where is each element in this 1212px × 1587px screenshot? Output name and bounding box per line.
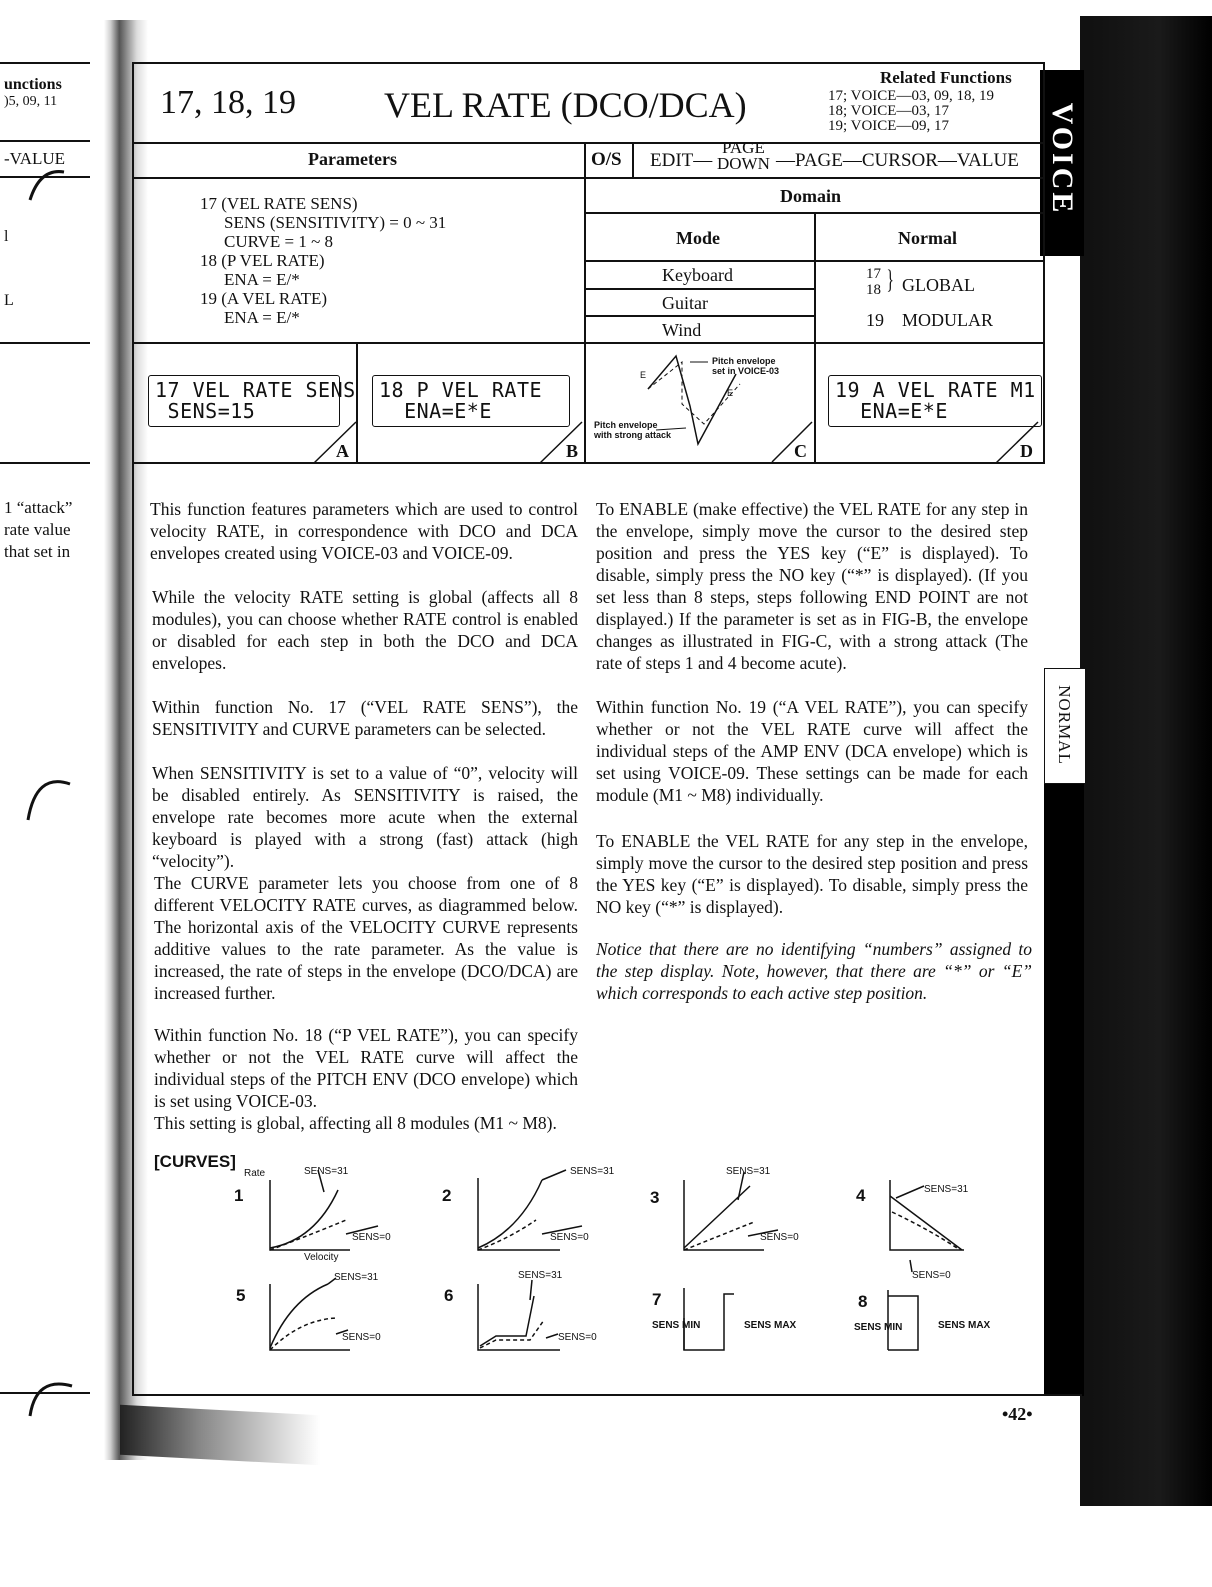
param-18-title: 18 (P VEL RATE) bbox=[200, 251, 325, 270]
frame-right bbox=[1043, 62, 1045, 464]
curve4-sens0: SENS=0 bbox=[912, 1270, 951, 1281]
curve4-sens31: SENS=31 bbox=[924, 1184, 969, 1195]
body-left-p5: The CURVE parameter lets you choose from one of 8 different VELOCITY RATE curves, as diagrammed below. The horizontal axis of the VELOCITY CURVE represents additive values to the rate parameter. As the value is increased, the rate of steps in the envelope (DCO/DCA) are increased further. bbox=[154, 873, 578, 1003]
fig-d-letter: D bbox=[1020, 441, 1033, 461]
right-binder-edge bbox=[1080, 16, 1212, 1506]
related-functions-list bbox=[828, 89, 994, 134]
curve-number: 4 bbox=[856, 1186, 866, 1205]
normal-tab bbox=[1044, 668, 1086, 784]
body-right-p2: Within function No. 19 (“A VEL RATE”), you can specify whether or not the VEL RATE curve will affect the individual steps of the AMP ENV (DCA envelope) which is set using VOICE-09. These settings can be made for each module (M1 ~ M8) individually. bbox=[596, 697, 1028, 805]
fig-c-letter: C bbox=[794, 441, 807, 461]
body-left-p4: When SENSITIVITY is set to a value of “0”, velocity will be disabled entirely. As SENSITIVITY is raised, the envelope rate becomes more acute when the external keyboard is played with a strong (fast) attack (high “velocity”). bbox=[152, 763, 578, 871]
voice-tab-label: VOICE bbox=[1046, 102, 1079, 216]
fig-c-label-bottom2: with strong attack bbox=[594, 430, 672, 440]
binder-hole-marks bbox=[0, 0, 100, 1420]
fig-c-label-bottom bbox=[594, 420, 671, 440]
nav-rest: —PAGE—CURSOR—VALUE bbox=[776, 150, 1019, 171]
mode-keyboard: Keyboard bbox=[662, 265, 733, 285]
rate-label: Rate bbox=[244, 1168, 266, 1179]
curve2-sens31: SENS=31 bbox=[570, 1166, 615, 1177]
lcd-d-line2: ENA=E*E bbox=[835, 399, 948, 423]
body-right-p1: To ENABLE (make effective) the VEL RATE for any step in the envelope, simply move the cursor to the desired step position and press the YES key (“E” is displayed). To disable, simply press the NO key (“*” is displayed). (If you set less than 8 steps, steps following END POINT are not displayed.) If the parameter is set as in FIG-B, the envelope changes as illustrated in FIG-C, with a strong attack (The rate of steps 1 and 4 become acute). bbox=[596, 499, 1028, 673]
fig-b-letter: B bbox=[566, 441, 579, 461]
param-curve: CURVE = 1 ~ 8 bbox=[224, 232, 334, 251]
body-left-p6: Within function No. 18 (“P VEL RATE”), you can specify whether or not the VEL RATE curve will affect the individual steps of the PITCH ENV (DCO envelope) which is set using VOICE-03. bbox=[154, 1025, 578, 1111]
fig-d-corner bbox=[986, 420, 1042, 464]
parameters-label: Parameters bbox=[308, 149, 397, 169]
left-margin bbox=[0, 0, 100, 1400]
curve7-sens-max: SENS MAX bbox=[744, 1320, 797, 1331]
curve-number: 1 bbox=[234, 1186, 244, 1205]
frame-top bbox=[132, 62, 1044, 64]
velocity-label: Velocity bbox=[304, 1252, 339, 1263]
related-line: 19; VOICE—09, 17 bbox=[828, 118, 949, 134]
margin-value: -VALUE bbox=[4, 149, 66, 168]
lcd-b-line2: ENA=E*E bbox=[379, 399, 492, 423]
curve-number: 5 bbox=[236, 1286, 246, 1305]
mode-guitar: Guitar bbox=[662, 293, 708, 313]
fig-c-e1: E bbox=[640, 370, 647, 380]
lcd-a-line1: 17 VEL RATE SENS bbox=[155, 378, 356, 402]
body-left-p2: While the velocity RATE setting is global (affects all 8 modules), you can choose whether RATE control is enabled or disabled for each step in both the DCO and DCA envelopes. bbox=[152, 587, 578, 673]
lcd-d-line1: 19 A VEL RATE M1 bbox=[835, 378, 1036, 402]
related-line: 17; VOICE—03, 09, 18, 19 bbox=[828, 88, 994, 104]
margin-item1: l bbox=[4, 228, 9, 245]
frame-left bbox=[132, 62, 134, 1396]
margin-top-line2: )5, 09, 11 bbox=[4, 94, 58, 109]
page-title: VEL RATE (DCO/DCA) bbox=[384, 85, 747, 125]
curve5-sens0: SENS=0 bbox=[342, 1332, 381, 1343]
page-number: •42• bbox=[1002, 1404, 1033, 1424]
parameter-list bbox=[200, 194, 446, 327]
frame-bottom bbox=[132, 1394, 1082, 1396]
nav-page-down bbox=[717, 140, 770, 172]
body-left-p1: This function features parameters which are used to control velocity RATE, in correspondence with DCO and DCA envelopes created using VOICE-03 and VOICE-09. bbox=[150, 499, 578, 563]
margin-text-line: rate value bbox=[4, 520, 71, 539]
curve-number: 7 bbox=[652, 1290, 662, 1309]
note-text: Notice that there are no identifying “numbers” assigned to the step display. Note, however, that there are “*” or “E” which corresponds to each active step position. bbox=[596, 939, 1032, 1003]
body-right-p3: To ENABLE the VEL RATE for any step in the envelope, simply move the cursor to the desired step position and press the YES key (“E” is displayed). To disable, simply press the NO key (“*” is displayed). bbox=[596, 831, 1028, 917]
fig-c-e2: E bbox=[727, 388, 734, 398]
binding-bottom-shadow bbox=[120, 1405, 320, 1465]
curve8-sens-max: SENS MAX bbox=[938, 1320, 991, 1331]
curve2-sens0: SENS=0 bbox=[550, 1232, 589, 1243]
normal-global: GLOBAL bbox=[902, 275, 975, 295]
curve-number: 6 bbox=[444, 1286, 454, 1305]
body-left-p7: This setting is global, affecting all 8 modules (M1 ~ M8). bbox=[154, 1113, 557, 1133]
curve3-sens31: SENS=31 bbox=[726, 1166, 771, 1177]
curve6-sens0: SENS=0 bbox=[558, 1332, 597, 1343]
mode-wind: Wind bbox=[662, 320, 702, 340]
normal-17-18 bbox=[866, 266, 881, 298]
nav-down: DOWN bbox=[717, 154, 770, 173]
param-sens: SENS (SENSITIVITY) = 0 ~ 31 bbox=[224, 213, 447, 232]
curve8-sens-min: SENS MIN bbox=[854, 1322, 903, 1333]
param-19-ena: ENA = E/* bbox=[224, 308, 300, 327]
brace: } bbox=[886, 265, 894, 294]
normal-modular: MODULAR bbox=[902, 310, 994, 330]
fig-a-corner bbox=[300, 420, 360, 464]
fig-c-label-top bbox=[712, 356, 779, 376]
normal-tab-label: NORMAL bbox=[1055, 685, 1074, 765]
nav-edit: EDIT— bbox=[650, 150, 713, 171]
lcd-a-line2: SENS=15 bbox=[155, 399, 256, 423]
param-18-ena: ENA = E/* bbox=[224, 270, 300, 289]
function-numbers: 17, 18, 19 bbox=[160, 84, 296, 121]
normal-label: Normal bbox=[898, 228, 957, 248]
body-left-p3: Within function No. 17 (“VEL RATE SENS”), the SENSITIVITY and CURVE parameters can be selected. bbox=[152, 697, 578, 739]
margin-top-line1: unctions bbox=[4, 76, 62, 93]
domain-label: Domain bbox=[780, 186, 842, 206]
mode-label: Mode bbox=[676, 228, 720, 248]
curve-number: 8 bbox=[858, 1292, 868, 1311]
voice-tab bbox=[1040, 70, 1084, 256]
normal-18: 18 bbox=[866, 282, 881, 298]
margin-text-line: 1 “attack” bbox=[4, 498, 73, 517]
curve3-sens0: SENS=0 bbox=[760, 1232, 799, 1243]
curve-number: 2 bbox=[442, 1186, 452, 1205]
fig-c-envelope bbox=[586, 344, 814, 464]
related-line: 18; VOICE—03, 17 bbox=[828, 103, 949, 119]
param-19-title: 19 (A VEL RATE) bbox=[200, 289, 328, 308]
margin-text-line: that set in bbox=[4, 542, 71, 561]
os-label: O/S bbox=[591, 149, 622, 170]
normal-17: 17 bbox=[866, 266, 881, 282]
param-17-title: 17 (VEL RATE SENS) bbox=[200, 194, 358, 213]
curve6-sens31: SENS=31 bbox=[518, 1270, 563, 1281]
curve7-sens-min: SENS MIN bbox=[652, 1320, 701, 1331]
normal-19: 19 bbox=[866, 310, 884, 330]
lcd-b-line1: 18 P VEL RATE bbox=[379, 378, 543, 402]
related-functions-title: Related Functions bbox=[880, 68, 1012, 87]
margin-item2: L bbox=[4, 292, 14, 309]
fig-a-letter: A bbox=[336, 441, 349, 461]
curve5-sens31: SENS=31 bbox=[334, 1272, 379, 1283]
nav-page: PAGE bbox=[722, 138, 765, 157]
binding-shadow bbox=[104, 20, 148, 1460]
fig-c-label-bottom1: Pitch envelope bbox=[594, 420, 658, 430]
voice-side-bar bbox=[1044, 784, 1084, 1396]
curve1-sens0: SENS=0 bbox=[352, 1232, 391, 1243]
curve1-sens31: SENS=31 bbox=[304, 1166, 349, 1177]
curve-number: 3 bbox=[650, 1188, 660, 1207]
fig-c-label-top1: Pitch envelope bbox=[712, 356, 776, 366]
curves-title: [CURVES] bbox=[154, 1152, 236, 1171]
fig-c-label-top2: set in VOICE-03 bbox=[712, 366, 780, 376]
